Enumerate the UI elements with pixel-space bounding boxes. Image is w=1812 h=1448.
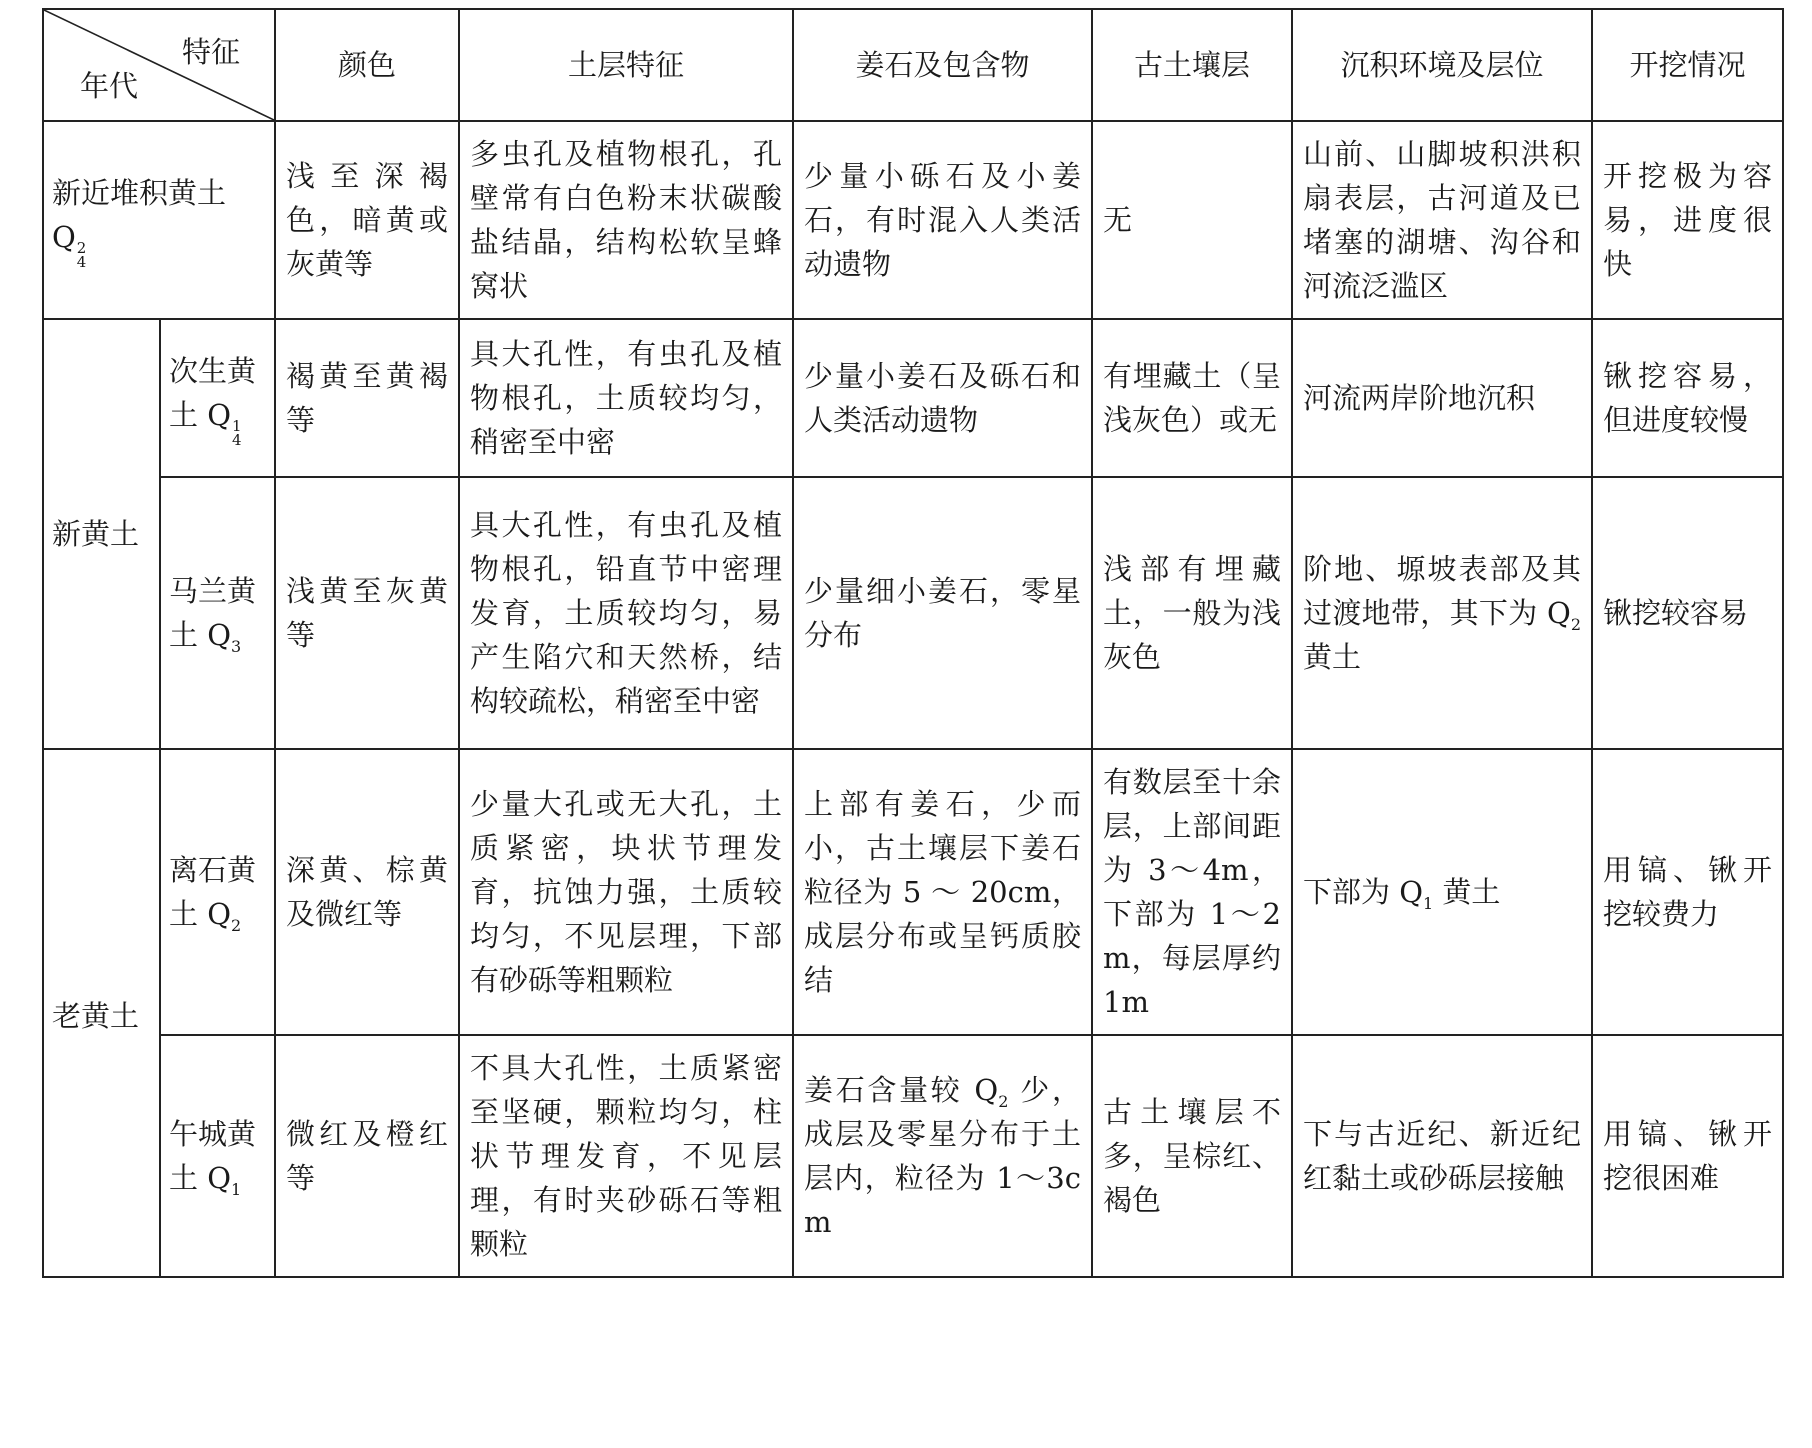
group-cell-new-loess: 新黄土 <box>43 319 160 749</box>
group-cell-old-loess: 老黄土 <box>43 749 160 1277</box>
inclusions-cell: 少量小砾石及小姜石，有时混入人类活动遗物 <box>793 121 1092 319</box>
header-row <box>43 9 1783 121</box>
era-symbol: Q 1 4 <box>207 398 242 449</box>
corner-label-feature: 特征 <box>181 35 240 69</box>
era-cell <box>160 1035 275 1277</box>
era-name: 次生黄土 <box>169 354 257 432</box>
layer-cell: 具大孔性，有虫孔及植物根孔，土质较均匀，稍密至中密 <box>459 319 793 477</box>
color-cell: 浅黄至灰黄等 <box>275 477 459 749</box>
inclusions-cell: 姜石含量较 $Q_2$ 少，成层及零星分布于土层内，粒径为 1～3cm <box>793 1035 1092 1277</box>
column-header-inclusions: 姜石及包含物 <box>793 9 1092 121</box>
era-name: 马兰黄土 <box>169 574 257 652</box>
color-cell: 深黄、棕黄及微红等 <box>275 749 459 1035</box>
table-row <box>43 319 1783 477</box>
environment-cell: 下与古近纪、新近纪红黏土或砂砾层接触 <box>1292 1035 1592 1277</box>
environment-cell: 下部为 $Q_1$ 黄土 <box>1292 749 1592 1035</box>
corner-label-era: 年代 <box>80 69 139 103</box>
environment-cell: 山前、山脚坡积洪积扇表层，古河道及已堵塞的湖塘、沟谷和河流泛滥区 <box>1292 121 1592 319</box>
layer-cell: 多虫孔及植物根孔，孔壁常有白色粉末状碳酸盐结晶，结构松软呈蜂窝状 <box>459 121 793 319</box>
color-cell: 褐黄至黄褐等 <box>275 319 459 477</box>
inclusions-cell: 少量细小姜石，零星分布 <box>793 477 1092 749</box>
era-name: 离石黄土 <box>169 853 257 931</box>
column-header-color: 颜色 <box>275 9 459 121</box>
column-header-excavation: 开挖情况 <box>1592 9 1783 121</box>
paleosol-cell: 有数层至十余层，上部间距为 3～4m，下部为 1～2 m，每层厚约 1m <box>1092 749 1292 1035</box>
era-cell <box>160 477 275 749</box>
excavation-cell: 用镐、锹开挖较费力 <box>1592 749 1783 1035</box>
excavation-cell: 开挖极为容易，进度很快 <box>1592 121 1783 319</box>
paleosol-cell: 有埋藏土（呈浅灰色）或无 <box>1092 319 1292 477</box>
era-cell <box>43 121 275 319</box>
inclusions-cell: 少量小姜石及砾石和人类活动遗物 <box>793 319 1092 477</box>
excavation-cell: 锹挖容易，但进度较慢 <box>1592 319 1783 477</box>
era-symbol: $Q_2$ <box>207 897 242 935</box>
table-row <box>43 477 1783 749</box>
paleosol-cell: 无 <box>1092 121 1292 319</box>
layer-cell: 具大孔性，有虫孔及植物根孔，铅直节中密理发育，土质较均匀，易产生陷穴和天然桥，结构较疏松，稍密至中密 <box>459 477 793 749</box>
layer-cell: 不具大孔性，土质紧密至坚硬，颗粒均匀，柱状节理发育，不见层理，有时夹砂砾石等粗颗粒 <box>459 1035 793 1277</box>
table-row <box>43 749 1783 1035</box>
era-symbol: Q 2 4 <box>52 220 87 271</box>
column-header-layer: 土层特征 <box>459 9 793 121</box>
column-header-paleosol: 古土壤层 <box>1092 9 1292 121</box>
paleosol-cell: 浅部有埋藏土，一般为浅灰色 <box>1092 477 1292 749</box>
excavation-cell: 锹挖较容易 <box>1592 477 1783 749</box>
era-symbol: $Q_3$ <box>207 618 242 656</box>
diagonal-header-cell <box>43 9 275 121</box>
environment-cell: 河流两岸阶地沉积 <box>1292 319 1592 477</box>
inclusions-cell: 上部有姜石，少而小，古土壤层下姜石粒径为 5 ～ 20cm，成层分布或呈钙质胶结 <box>793 749 1092 1035</box>
layer-cell: 少量大孔或无大孔，土质紧密，块状节理发育，抗蚀力强，土质较均匀，不见层理，下部有砂砾等粗颗粒 <box>459 749 793 1035</box>
era-name: 午城黄土 <box>169 1117 257 1195</box>
era-name: 新近堆积黄土 <box>52 176 227 210</box>
paleosol-cell: 古土壤层不多，呈棕红、褐色 <box>1092 1035 1292 1277</box>
era-symbol: $Q_1$ <box>207 1161 242 1199</box>
era-cell <box>160 319 275 477</box>
color-cell: 微红及橙红等 <box>275 1035 459 1277</box>
table-row <box>43 121 1783 319</box>
excavation-cell: 用镐、锹开挖很困难 <box>1592 1035 1783 1277</box>
color-cell: 浅至深褐色，暗黄或灰黄等 <box>275 121 459 319</box>
table-row <box>43 1035 1783 1277</box>
era-cell <box>160 749 275 1035</box>
column-header-environment: 沉积环境及层位 <box>1292 9 1592 121</box>
environment-cell: 阶地、塬坡表部及其过渡地带，其下为 $Q_2$ 黄土 <box>1292 477 1592 749</box>
loess-characteristics-table <box>42 8 1784 1278</box>
